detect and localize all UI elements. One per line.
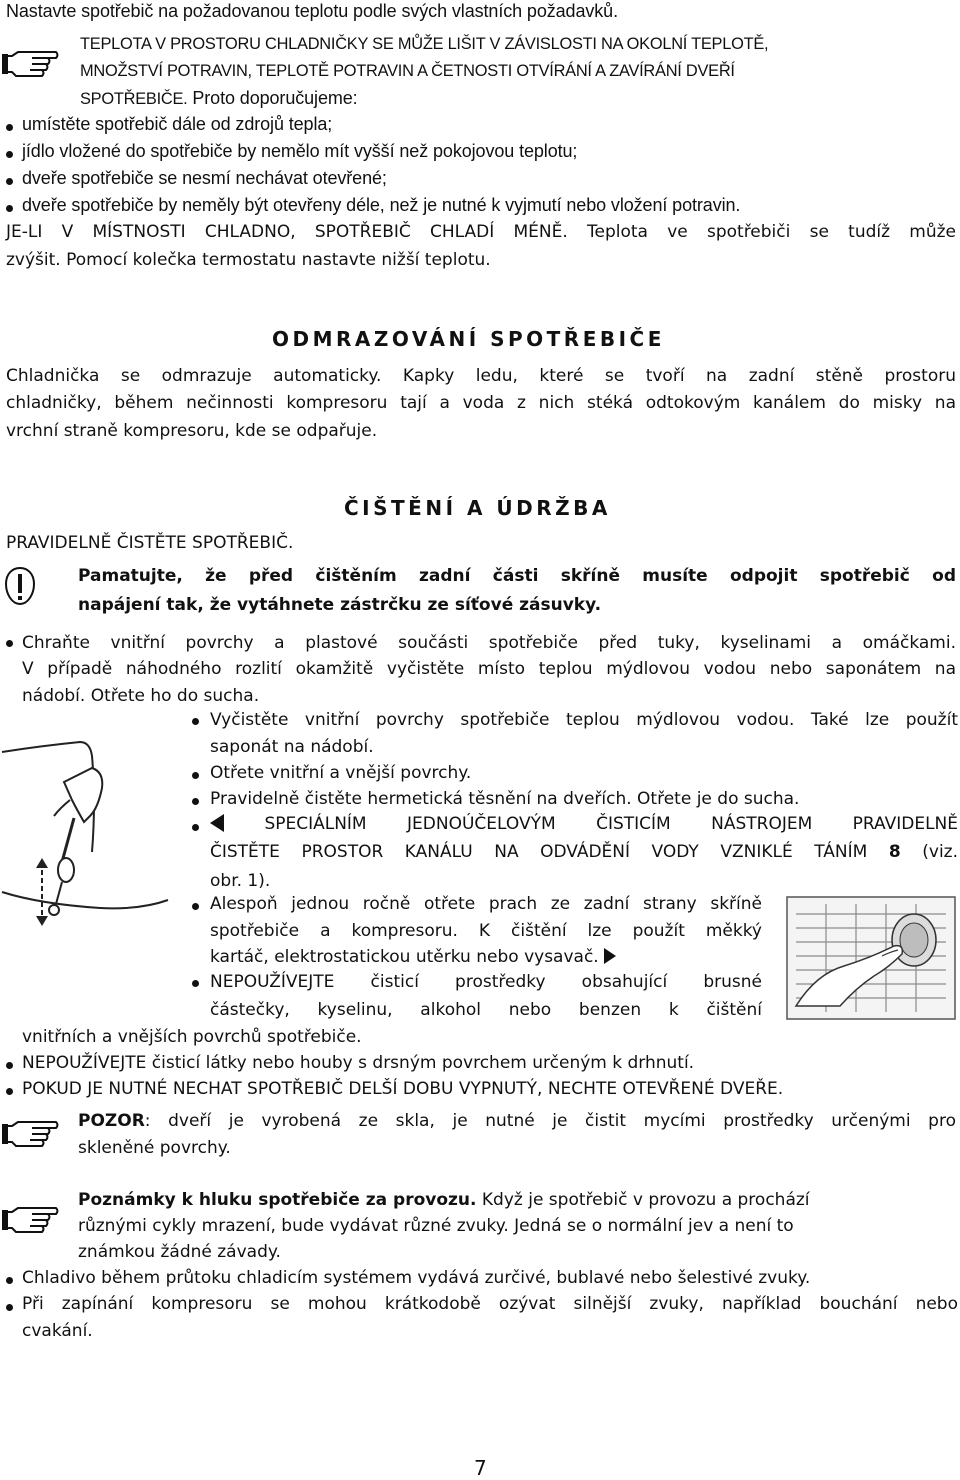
protect-line-3: nádobí. Otřete ho do sucha. xyxy=(22,686,260,706)
dust-text-3: kartáč, elektrostatickou utěrku nebo vysavač. xyxy=(210,947,599,967)
defrost-line-3: vrchní straně kompresoru, kde se odpařuje. xyxy=(6,421,378,441)
bullet-dot xyxy=(6,124,13,131)
bullet-dot xyxy=(6,640,13,647)
defrost-line-2: chladničky, během nečinnosti kompresoru tají a voda z nich stéká odtokovým kanálem do misky na xyxy=(6,393,956,413)
arrow-right-icon xyxy=(604,948,616,964)
nouse-line-1: NEPOUŽÍVEJTE čisticí prostředky obsahující brusné xyxy=(210,972,762,992)
caution-label: POZOR xyxy=(78,1111,145,1131)
bullet-dot xyxy=(6,1088,13,1095)
warning-exclamation-icon xyxy=(2,566,38,606)
note-line-1: TEPLOTA V PROSTORU CHLADNIČKY SE MŮŽE LIŠIT V ZÁVISLOSTI NA OKOLNÍ TEPLOTĚ, xyxy=(80,35,769,53)
noise-line-2: různými cykly mrazení, bude vydávat různé zvuky. Jedná se o normální jev a není to xyxy=(78,1216,794,1236)
protect-line-2: V případě náhodného rozlití okamžitě vyčistěte místo teplou mýdlovou vodou nebo saponátem na xyxy=(22,659,956,679)
clean-line-2: saponát na nádobí. xyxy=(210,737,374,757)
protect-line-1: Chraňte vnitřní povrchy a plastové součásti spotřebiče před tuky, kyselinami a omáčkami. xyxy=(22,633,956,653)
noise-bullet-2-line-1: Při zapínání kompresoru se mohou krátkodobě ozývat silnější zvuky, například bouchání nebo xyxy=(22,1294,958,1314)
bullet-dot xyxy=(6,151,13,158)
intro-bullet: jídlo vložené do spotřebiče by nemělo mít vyšší než pokojovou teplotu; xyxy=(22,141,578,161)
noise-line-3: známkou žádné závady. xyxy=(78,1242,281,1262)
defrost-line-1: Chladnička se odmrazuje automaticky. Kapky ledu, které se tvoří na zadní stěně prostoru xyxy=(6,366,956,386)
bullet-dot xyxy=(192,824,199,831)
bullet-dot xyxy=(6,1277,13,1284)
defrost-heading: ODMRAZOVÁNÍ SPOTŘEBIČE xyxy=(272,327,665,351)
intro-bullet: umístěte spotřebič dále od zdrojů tepla; xyxy=(22,114,333,134)
pointing-hand-icon xyxy=(2,1204,60,1234)
tool-line-3: obr. 1). xyxy=(210,871,271,891)
noise-line-1 xyxy=(78,1189,810,1211)
nouse-line-2: částečky, kyselinu, alkohol nebo benzen k čištění xyxy=(210,1000,762,1020)
drain-cleaning-tool-illustration xyxy=(0,712,170,932)
noise-title: Poznámky k hluku spotřebiče za provozu. xyxy=(78,1190,477,1210)
intro-bullet: dveře spotřebiče se nesmí nechávat otevřené; xyxy=(22,168,387,188)
bullet-dot xyxy=(192,980,199,987)
cold-line-1: JE-LI V MÍSTNOSTI CHLADNO, SPOTŘEBIČ CHLADÍ MÉNĚ. Teplota ve spotřebiči se tudíž může xyxy=(6,222,956,242)
noise-bullet-1: Chladivo během průtoku chladicím systémem vydává zurčivé, bublavé nebo šelestivé zvuky. xyxy=(22,1268,811,1288)
tool-text-2: ČISTĚTE PROSTOR KANÁLU NA ODVÁDĚNÍ VODY VZNIKLÉ TÁNÍM xyxy=(210,842,889,862)
bullet-dot xyxy=(6,205,13,212)
tool-text-1: SPECIÁLNÍM JEDNOÚČELOVÝM ČISTICÍM NÁSTROJEM PRAVIDELNĚ xyxy=(264,814,959,834)
dust-line-3 xyxy=(210,946,616,968)
caution-text: : dveří je vyrobená ze skla, je nutné je čistit mycími prostředky určenými pro xyxy=(144,1111,956,1131)
noise-bullet-2-line-2: cvakání. xyxy=(22,1321,93,1341)
note-caps: SPOTŘEBIČE. xyxy=(80,90,188,108)
note-line-2: MNOŽSTVÍ POTRAVIN, TEPLOTĚ POTRAVIN A ČETNOSTI OTVÍRÁNÍ A ZAVÍRÁNÍ DVEŘÍ xyxy=(80,62,735,80)
dust-line-2: spotřebiče a kompresoru. K čištění lze použít měkký xyxy=(210,921,762,941)
arrow-left-icon xyxy=(210,814,224,832)
seal-line: Pravidelně čistěte hermetická těsnění na dveřích. Otřete je do sucha. xyxy=(210,789,800,809)
noise-text-1: Když je spotřebič v provozu a prochází xyxy=(476,1190,810,1210)
caution-line-1 xyxy=(78,1108,956,1134)
cleaning-heading: ČIŠTĚNÍ A ÚDRŽBA xyxy=(344,496,611,520)
cold-line-2: zvýšit. Pomocí kolečka termostatu nastavte nižší teplotu. xyxy=(6,250,491,270)
pointing-hand-icon xyxy=(2,1118,60,1148)
bullet-dot xyxy=(6,1062,13,1069)
tool-line-1 xyxy=(210,811,958,837)
nouse-line-3: vnitřních a vnějších povrchů spotřebiče. xyxy=(22,1027,362,1047)
note-line-3 xyxy=(80,87,358,110)
regular-clean-note: PRAVIDELNĚ ČISTĚTE SPOTŘEBIČ. xyxy=(6,533,294,553)
bullet-dot xyxy=(192,798,199,805)
dust-line-1: Alespoň jednou ročně otřete prach ze zadní strany skříně xyxy=(210,894,762,914)
bullet-dot xyxy=(6,1304,13,1311)
fridge-back-cleaning-illustration xyxy=(786,896,956,1020)
tool-ref: (viz. xyxy=(900,842,958,862)
bullet-dot xyxy=(192,718,199,725)
sponge-line: NEPOUŽÍVEJTE čisticí látky nebo houby s drsným povrchem určeným k drhnutí. xyxy=(22,1053,695,1073)
note-recommend: Proto doporučujeme: xyxy=(187,88,358,108)
bullet-dot xyxy=(192,903,199,910)
intro-line: Nastavte spotřebič na požadovanou teplotu podle svých vlastních požadavků. xyxy=(6,1,618,21)
wipe-line: Otřete vnitřní a vnější povrchy. xyxy=(210,763,472,783)
warning-line-1: Pamatujte, že před čištěním zadní části skříně musíte odpojit spotřebič od xyxy=(78,566,956,586)
warning-line-2: napájení tak, že vytáhnete zástrčku ze síťové zásuvky. xyxy=(78,595,602,615)
intro-bullet: dveře spotřebiče by neměly být otevřeny déle, než je nutné k vyjmutí nebo vložení potravin. xyxy=(22,195,741,215)
bullet-dot xyxy=(6,178,13,185)
tool-number: 8 xyxy=(888,842,901,862)
clean-line-1: Vyčistěte vnitřní povrchy spotřebiče teplou mýdlovou vodou. Také lze použít xyxy=(210,710,958,730)
pointing-hand-icon xyxy=(2,48,60,78)
tool-line-2 xyxy=(210,839,958,865)
page-number: 7 xyxy=(474,1456,487,1480)
caution-line-2: skleněné povrchy. xyxy=(78,1138,231,1158)
bullet-dot xyxy=(192,772,199,779)
offdoor-line: POKUD JE NUTNÉ NECHAT SPOTŘEBIČ DELŠÍ DOBU VYPNUTÝ, NECHTE OTEVŘENÉ DVEŘE. xyxy=(22,1079,784,1099)
